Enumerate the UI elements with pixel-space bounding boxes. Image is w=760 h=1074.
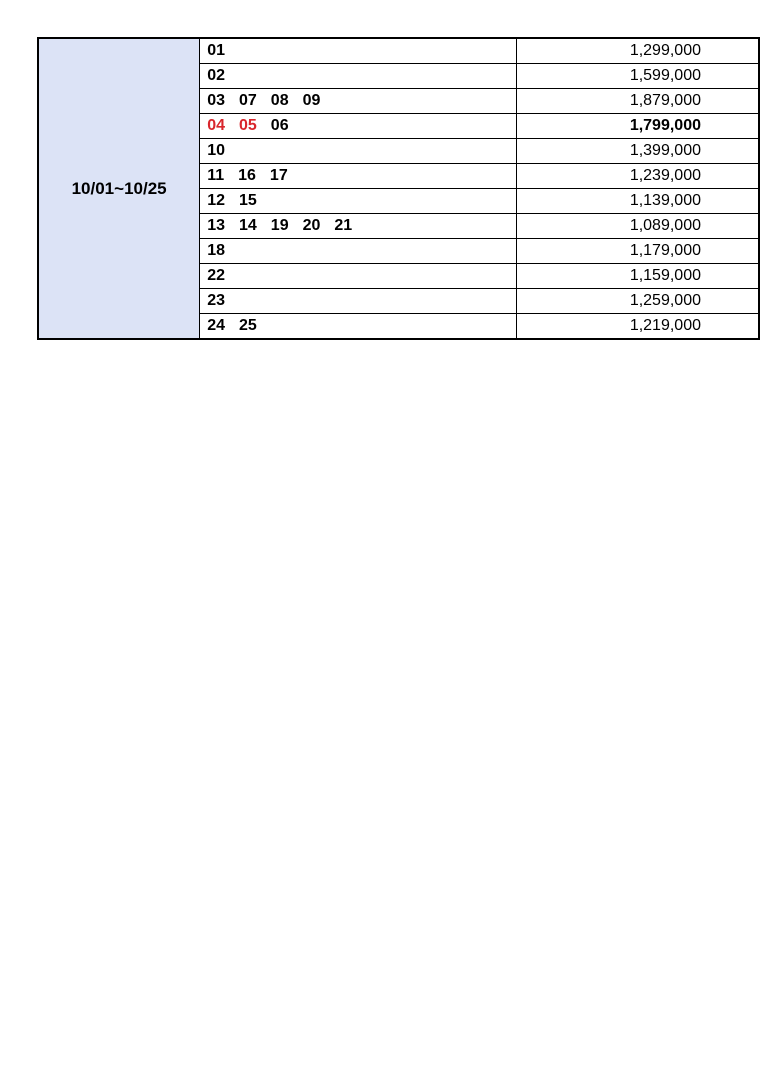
price-cell: 1,879,000 — [516, 89, 759, 114]
date-label-highlighted: 05 — [239, 117, 257, 134]
date-label: 12 — [207, 192, 225, 209]
dates-cell — [200, 38, 517, 64]
dates-cell — [200, 189, 517, 214]
period-cell: 10/01~10/25 — [38, 38, 200, 339]
price-cell: 1,089,000 — [516, 214, 759, 239]
date-label: 14 — [239, 217, 257, 234]
date-label: 03 — [207, 92, 225, 109]
date-label: 01 — [207, 42, 225, 59]
price-cell: 1,399,000 — [516, 139, 759, 164]
date-label: 13 — [207, 217, 225, 234]
price-table — [37, 37, 760, 340]
dates-cell — [200, 139, 517, 164]
date-label: 02 — [207, 67, 225, 84]
price-cell: 1,179,000 — [516, 239, 759, 264]
dates-cell — [200, 289, 517, 314]
dates-cell — [200, 314, 517, 340]
price-cell: 1,259,000 — [516, 289, 759, 314]
date-label: 11 — [207, 167, 225, 184]
date-label: 16 — [238, 167, 256, 184]
date-label: 23 — [207, 292, 225, 309]
date-label: 06 — [270, 117, 289, 134]
date-label: 24 — [207, 317, 225, 334]
price-cell: 1,159,000 — [516, 264, 759, 289]
dates-cell — [200, 164, 517, 189]
dates-cell — [200, 239, 517, 264]
date-label: 25 — [239, 317, 257, 334]
date-label: 20 — [302, 217, 321, 234]
date-label: 17 — [269, 167, 288, 184]
dates-cell — [200, 114, 517, 139]
dates-cell — [200, 264, 517, 289]
dates-cell — [200, 214, 517, 239]
price-cell: 1,799,000 — [516, 114, 759, 139]
date-label: 08 — [270, 92, 289, 109]
dates-cell — [200, 89, 517, 114]
dates-cell — [200, 64, 517, 89]
price-cell: 1,219,000 — [516, 314, 759, 340]
date-label: 22 — [207, 267, 225, 284]
price-cell: 1,239,000 — [516, 164, 759, 189]
table-row — [38, 38, 759, 64]
date-label: 15 — [239, 192, 257, 209]
date-label: 10 — [207, 142, 225, 159]
date-label: 19 — [270, 217, 289, 234]
price-cell: 1,299,000 — [516, 38, 759, 64]
price-table-body — [38, 38, 759, 339]
date-label: 07 — [239, 92, 257, 109]
price-cell: 1,599,000 — [516, 64, 759, 89]
date-label-highlighted: 04 — [207, 117, 225, 134]
price-cell: 1,139,000 — [516, 189, 759, 214]
date-label: 09 — [302, 92, 321, 109]
date-label: 21 — [334, 217, 353, 234]
date-label: 18 — [207, 242, 225, 259]
